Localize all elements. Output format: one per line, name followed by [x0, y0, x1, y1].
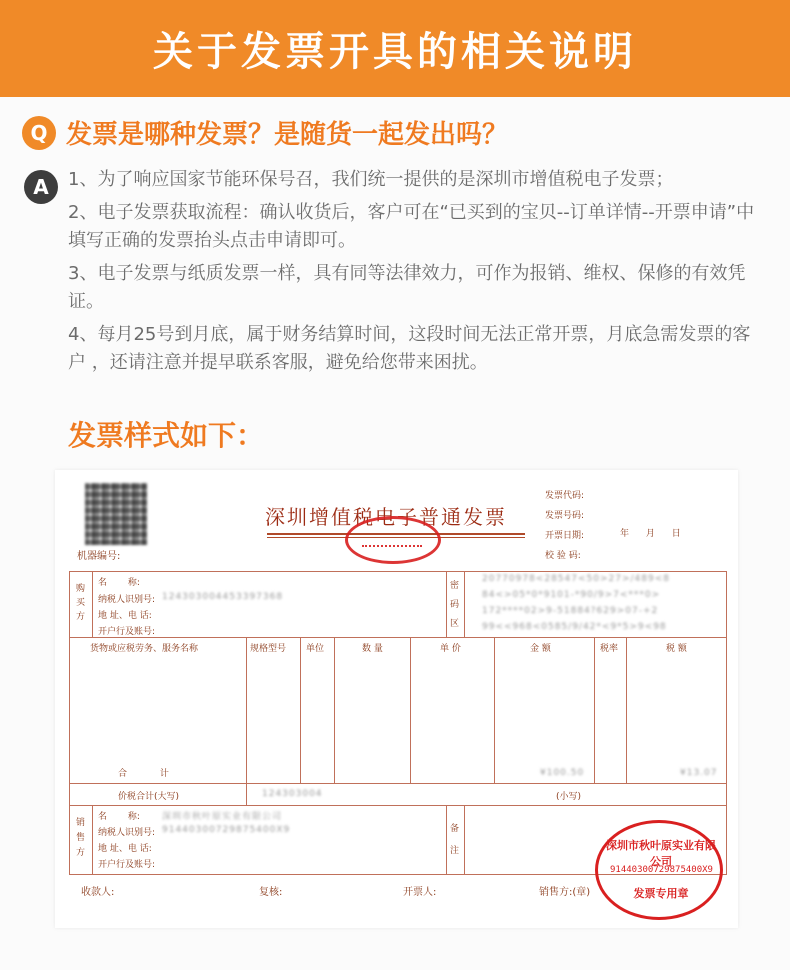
seller-taxid-label: 纳税人识别号: [98, 828, 156, 838]
answer-item: 1、为了响应国家节能环保号召，我们统一提供的是深圳市增值税电子发票； [68, 169, 674, 190]
buyer-taxid-label: 纳税人识别号: [98, 595, 156, 605]
seller-address-label: 地 址、电 话: [98, 844, 152, 854]
buyer-name-label: 名 称: [98, 578, 140, 588]
buyer-bank-label: 开户行及账号: [98, 627, 156, 637]
total-label: 合 计 [118, 769, 169, 779]
answer-item: 2、电子发票获取流程：确认收货后，客户可在“已买到的宝贝--订单详情--开票申请”中 填写正确的发票抬头点击申请即可。 [68, 202, 755, 251]
machine-no-label: 机器编号: [77, 551, 121, 562]
payee-label: 收款人: [81, 887, 115, 898]
answer-badge: A [24, 170, 58, 204]
qr-code [85, 483, 147, 545]
grand-total-small: (小写) [556, 792, 582, 802]
seal-company: 深圳市秋叶原实业有限公司 [606, 839, 716, 868]
col-goods: 货物或应税劳务、服务名称 [90, 644, 199, 654]
drawer-label: 开票人: [403, 887, 437, 898]
seller-name-value: 深圳市秋叶原实业有限公司 [162, 812, 283, 822]
col-price: 单 价 [440, 644, 461, 654]
invoice-sample [55, 470, 738, 928]
col-tax: 税 额 [666, 644, 687, 654]
col-rate: 税率 [600, 644, 619, 654]
items-block [70, 638, 726, 784]
buyer-block [70, 572, 726, 638]
seal-caption: 发票专用章 [633, 887, 689, 900]
oval-seal [345, 516, 441, 564]
col-amount: 金 额 [530, 644, 551, 654]
cipher-line: 172****02>9-51884?629>07-+2 [482, 606, 659, 616]
cipher-area-label: 密码区 [450, 581, 460, 629]
total-amount: ¥100.50 [540, 768, 585, 778]
col-unit: 单位 [306, 644, 325, 654]
banner-title: 关于发票开具的相关说明 [153, 29, 637, 75]
date-units: 年 月 日 [620, 529, 681, 539]
seller-side-label: 销售方 [76, 818, 86, 858]
buyer-side-label: 购买方 [76, 584, 86, 622]
buyer-address-label: 地 址、电 话: [98, 611, 152, 621]
invoice-seal [595, 820, 723, 920]
grand-total-label: 价税合计(大写) [118, 792, 180, 802]
seller-bank-label: 开户行及账号: [98, 860, 156, 870]
question-badge: Q [22, 116, 56, 150]
check-code-label: 校 验 码: [545, 551, 581, 561]
invoice-code-label: 发票代码: [545, 491, 585, 501]
top-banner [0, 0, 790, 97]
question-row [22, 114, 508, 151]
invoice-number-label: 发票号码: [545, 511, 585, 521]
cipher-line: 20770978<28547<50>27>/489<8 [482, 574, 670, 584]
buyer-taxid-value: 124303004453397368 [162, 592, 284, 602]
question-text: 发票是哪种发票？是随货一起发出吗？ [66, 120, 509, 150]
reviewer-label: 复核: [259, 887, 283, 898]
seller-taxid-value: 91440300729875400X9 [162, 825, 291, 835]
seller-seal-label: 销售方:(章) [539, 887, 591, 898]
answer-list [68, 166, 758, 382]
cipher-line: 99<<968<0585/9/42*<9*5>9<98 [482, 622, 667, 632]
remark-label: 备注 [450, 824, 460, 856]
grand-total-value: 124303004 [262, 789, 323, 799]
grand-total-row [70, 784, 726, 806]
invoice-title: 深圳增值税电子普通发票 [265, 505, 507, 529]
col-spec: 规格型号 [250, 644, 287, 654]
total-tax: ¥13.07 [680, 768, 718, 778]
seller-name-label: 名 称: [98, 812, 140, 822]
invoice-meta [545, 486, 584, 566]
col-qty: 数 量 [362, 644, 383, 654]
cipher-line: 84<>05*0*9101-*90/9>7<***0> [482, 590, 661, 600]
answer-item: 3、电子发票与纸质发票一样，具有同等法律效力，可作为报销、维权、保修的有效凭证。 [68, 263, 746, 312]
sample-title: 发票样式如下： [68, 419, 265, 452]
answer-item: 4、每月25号到月底，属于财务结算时间，这段时间无法正常开票，月底急需发票的客户 ，还请注意并提早联系客服，避免给您带来困扰。 [68, 324, 751, 373]
invoice-date-label: 开票日期: [545, 531, 585, 541]
seal-number: 91440300729875400X9 [610, 865, 713, 875]
